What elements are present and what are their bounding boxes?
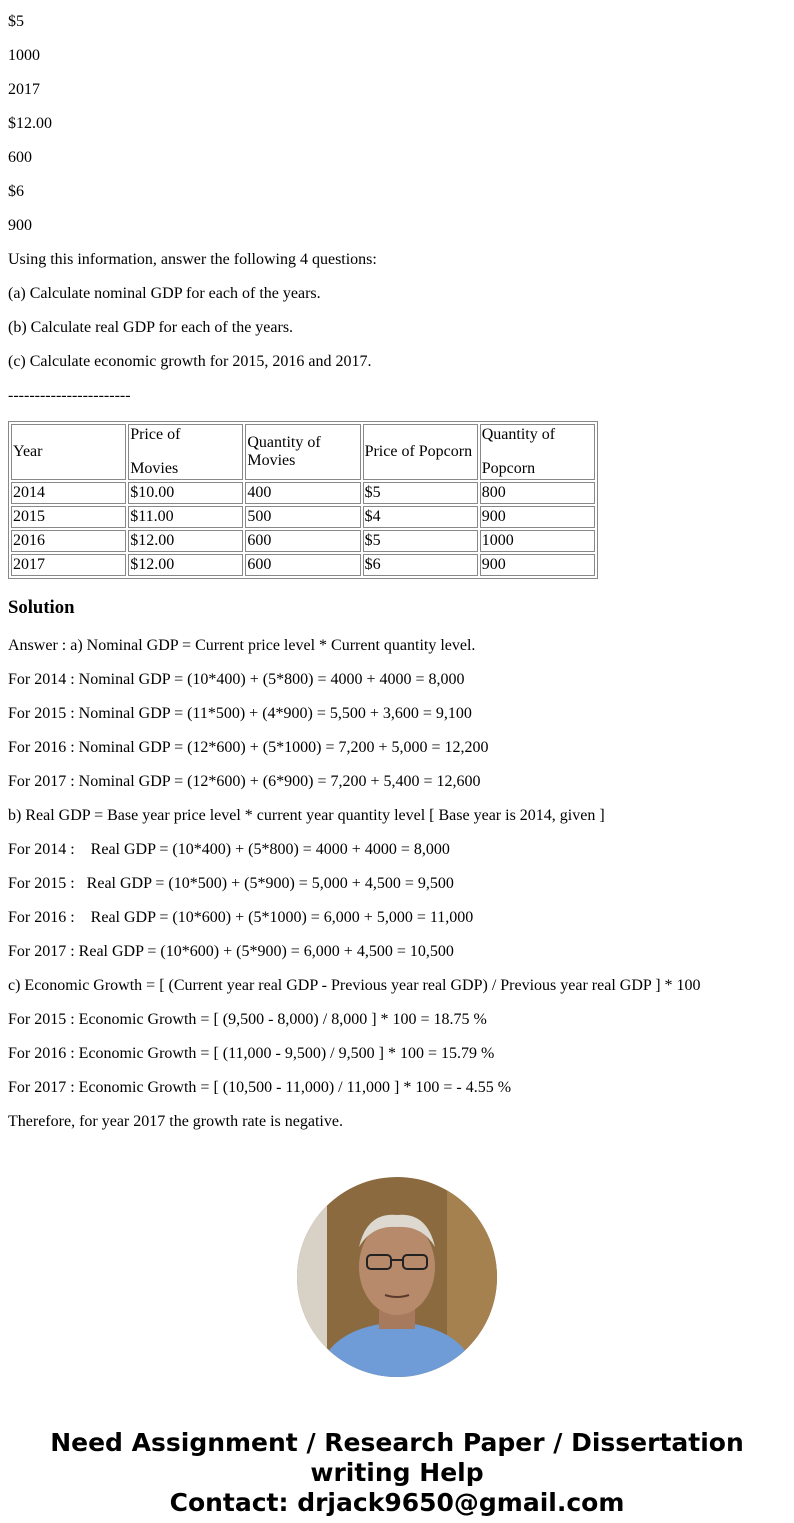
table-cell: $12.00 [128,530,243,552]
table-cell: $10.00 [128,482,243,504]
solution-line: For 2015 : Economic Growth = [ (9,500 - 8,000) / 8,000 ] * 100 = 18.75 % [8,1011,487,1028]
pre-line: 1000 [8,47,40,64]
solution-line: For 2015 : Nominal GDP = (11*500) + (4*900) = 5,500 + 3,600 = 9,100 [8,705,472,722]
solution-line: Therefore, for year 2017 the growth rate is negative. [8,1113,343,1130]
header-text: Price of [130,426,181,443]
solution-line: b) Real GDP = Base year price level * current year quantity level [ Base year is 2014, given ] [8,807,605,824]
table-row [11,554,595,576]
pre-line: 900 [8,217,32,234]
solution-line: For 2017 : Real GDP = (10*600) + (5*900) = 6,000 + 4,500 = 10,500 [8,943,454,960]
table-row [11,530,595,552]
solution-line: For 2014 : Nominal GDP = (10*400) + (5*800) = 4000 + 4000 = 8,000 [8,671,465,688]
pre-line: $6 [8,183,24,200]
table-cell: 900 [480,554,595,576]
header-cell [363,424,478,480]
pre-line: $5 [8,13,24,30]
solution-line: For 2016 : Nominal GDP = (12*600) + (5*1000) = 7,200 + 5,000 = 12,200 [8,739,489,756]
pre-line: $12.00 [8,115,52,132]
table-cell: 2016 [11,530,126,552]
table-row [11,482,595,504]
table-header-row [11,424,595,480]
header-cell [11,424,126,480]
solution-line: Answer : a) Nominal GDP = Current price level * Current quantity level. [8,637,476,654]
solution-line: c) Economic Growth = [ (Current year real GDP - Previous year real GDP) / Previous year real GDP ] * 100 [8,977,701,994]
table-cell: $6 [363,554,478,576]
table-cell: 400 [245,482,360,504]
table-cell: $4 [363,506,478,528]
table-cell: $5 [363,482,478,504]
header-text: Popcorn [481,460,536,477]
table-cell: 500 [245,506,360,528]
header-text: Year [13,443,43,460]
promo-line-1: Need Assignment / Research Paper / Dissertation writing Help [50,1428,744,1487]
pre-lines [8,13,786,235]
intro: Using this information, answer the following 4 questions: [8,251,377,268]
author-photo [297,1177,497,1377]
data-table [8,421,598,579]
header-cell [245,424,360,480]
table-cell: 600 [245,530,360,552]
document [8,13,786,1518]
question-b: (b) Calculate real GDP for each of the years. [8,319,294,336]
header-cell [128,424,243,480]
header-text: Quantity of [481,426,556,443]
pre-line: 2017 [8,81,40,98]
promo-contact: Contact: drjack9650@gmail.com [169,1488,625,1517]
table-cell: $12.00 [128,554,243,576]
solution-line: For 2016 : Economic Growth = [ (11,000 - 9,500) / 9,500 ] * 100 = 15.79 % [8,1045,495,1062]
table-cell: 900 [480,506,595,528]
table-cell: 2015 [11,506,126,528]
solution-line: For 2017 : Economic Growth = [ (10,500 - 11,000) / 11,000 ] * 100 = - 4.55 % [8,1079,512,1096]
solution-line: For 2014 : Real GDP = (10*400) + (5*800) = 4000 + 4000 = 8,000 [8,841,450,858]
question-c: (c) Calculate economic growth for 2015, 2016 and 2017. [8,353,372,370]
header-text: Quantity of Movies [247,434,321,469]
separator: ----------------------- [8,387,131,404]
header-text: Price of Popcorn [364,443,473,460]
header-text: Movies [130,460,179,477]
table-cell: 600 [245,554,360,576]
promo-banner [8,1428,786,1518]
table-cell: $11.00 [128,506,243,528]
pre-line: 600 [8,149,32,166]
table-cell: 1000 [480,530,595,552]
table-cell: 2017 [11,554,126,576]
solution-line: For 2016 : Real GDP = (10*600) + (5*1000) = 6,000 + 5,000 = 11,000 [8,909,474,926]
table-cell: 800 [480,482,595,504]
table-row [11,506,595,528]
solution-body [8,637,786,1131]
solution-line: For 2017 : Nominal GDP = (12*600) + (6*900) = 7,200 + 5,400 = 12,600 [8,773,481,790]
table-cell: $5 [363,530,478,552]
solution-line: For 2015 : Real GDP = (10*500) + (5*900) = 5,000 + 4,500 = 9,500 [8,875,454,892]
question-a: (a) Calculate nominal GDP for each of the years. [8,285,321,302]
table-cell: 2014 [11,482,126,504]
header-cell [480,424,595,480]
solution-heading: Solution [8,597,75,618]
